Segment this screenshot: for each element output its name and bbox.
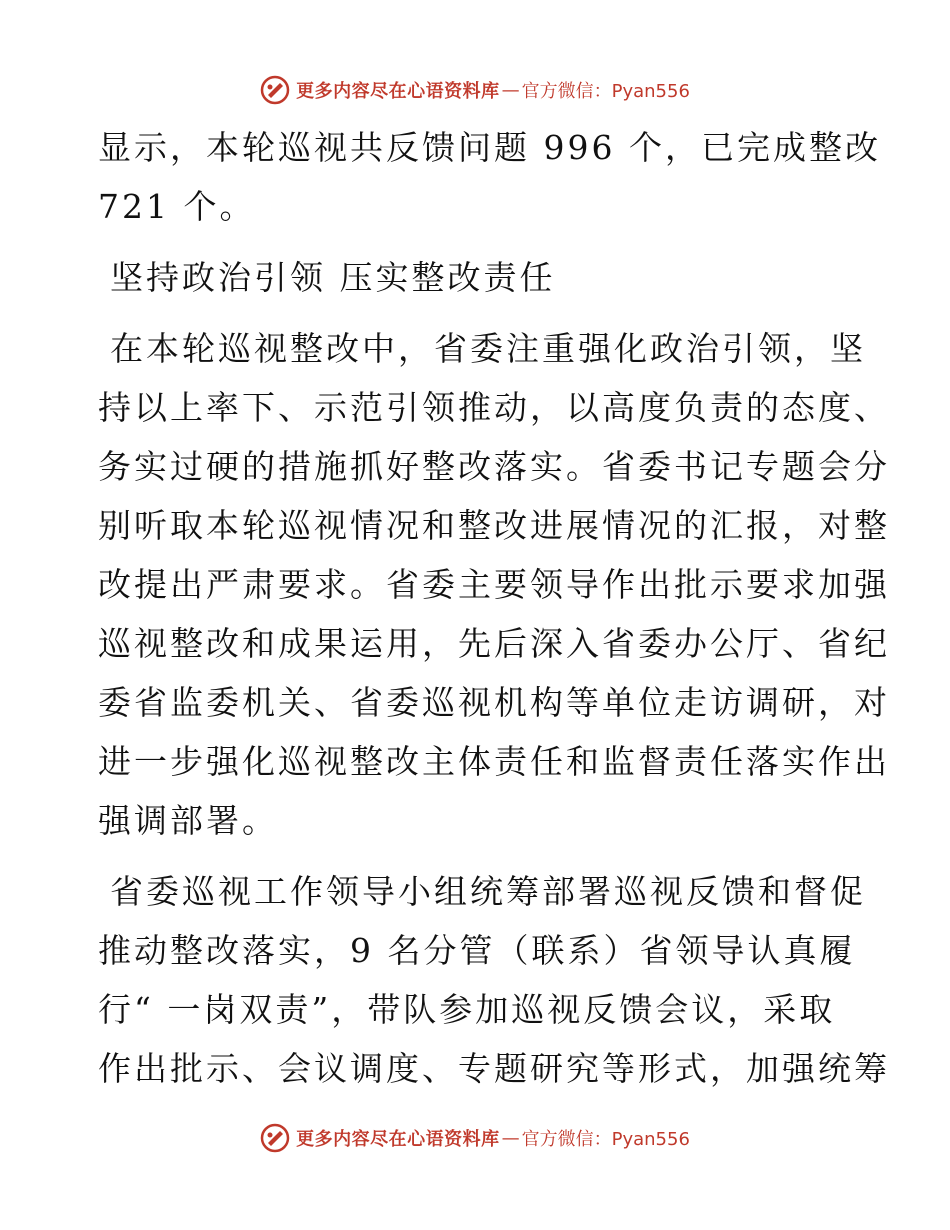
text-line: 在本轮巡视整改中，省委注重强化政治引领，坚 <box>110 329 866 368</box>
watermark-brand: 更多内容尽在心语资料库 <box>296 1129 500 1150</box>
watermark-contact: 官方微信：Pyan556 <box>521 1129 690 1150</box>
text-line: 务实过硬的措施抓好整改落实。省委书记专题会分 <box>98 447 890 486</box>
footer-watermark <box>0 1118 950 1158</box>
text-line: 行“ 一岗双责”，带队参加巡视反馈会议，采取 <box>98 990 836 1029</box>
text-line: 推动整改落实，9 名分管（联系）省领导认真履 <box>98 931 856 970</box>
text-line: 显示，本轮巡视共反馈问题 996 个，已完成整改 <box>98 128 881 167</box>
text-line: 持以上率下、示范引领推动，以高度负责的态度、 <box>98 388 890 427</box>
text-line: 省委巡视工作领导小组统筹部署巡视反馈和督促 <box>110 872 866 911</box>
text-line: 强调部署。 <box>98 801 278 840</box>
text-line: 别听取本轮巡视情况和整改进展情况的汇报，对整 <box>98 506 890 545</box>
section-heading: 坚持政治引领 压实整改责任 <box>110 258 556 297</box>
text-line: 巡视整改和成果运用，先后深入省委办公厅、省纪 <box>98 624 890 663</box>
watermark-brand: 更多内容尽在心语资料库 <box>296 81 500 102</box>
text-line: 作出批示、会议调度、专题研究等形式，加强统筹 <box>98 1049 890 1088</box>
text-line: 改提出严肃要求。省委主要领导作出批示要求加强 <box>98 565 890 604</box>
header-watermark <box>0 70 950 110</box>
watermark-dash: — <box>501 79 520 101</box>
watermark-dash: — <box>501 1127 520 1149</box>
brand-logo-icon <box>260 75 290 105</box>
text-line: 委省监委机关、省委巡视机构等单位走访调研，对 <box>98 683 890 722</box>
watermark-contact: 官方微信：Pyan556 <box>521 81 690 102</box>
document-body <box>98 118 890 1098</box>
text-line: 进一步强化巡视整改主体责任和监督责任落实作出 <box>98 742 890 781</box>
text-line: 721 个。 <box>98 187 256 226</box>
brand-logo-icon <box>260 1123 290 1153</box>
